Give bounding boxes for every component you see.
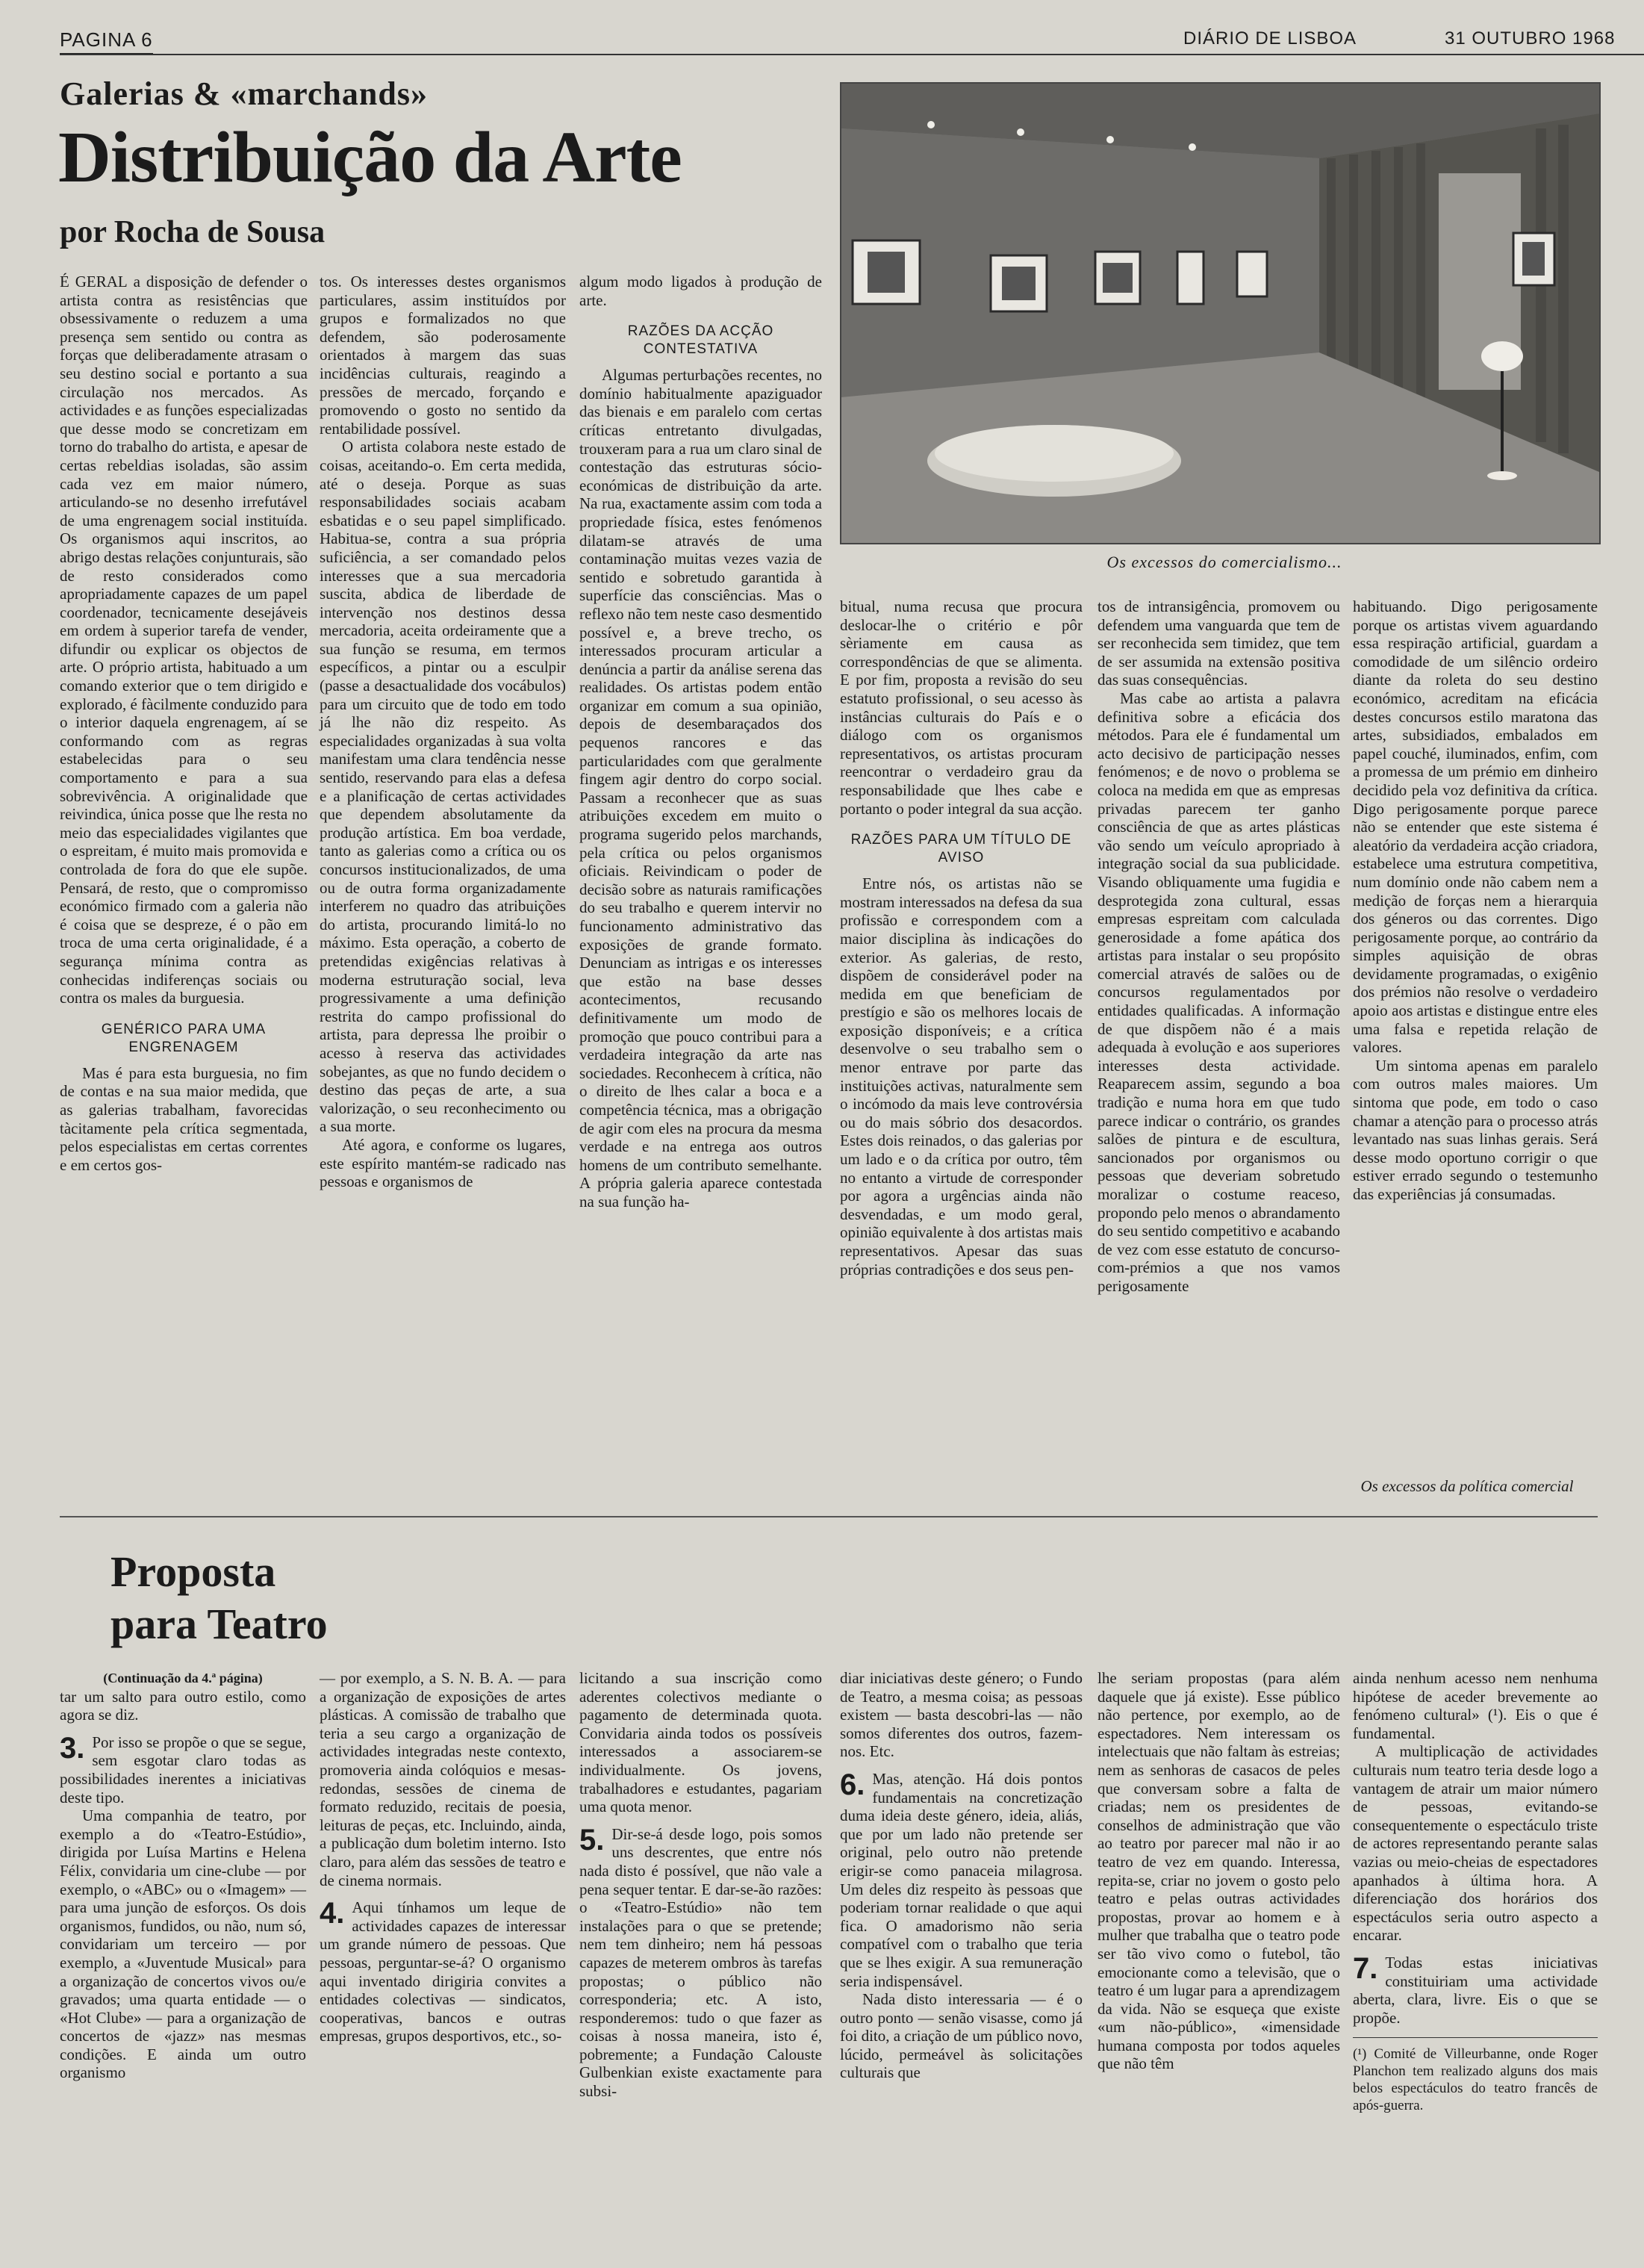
article-byline: por Rocha de Sousa — [60, 215, 326, 249]
section-subhead: RAZÕES PARA UM TÍTULO DE AVISO — [850, 832, 1072, 866]
paragraph: diar iniciativas deste género; o Fundo de Teatro, a mesma coisa; as pessoas existem — basta descobri-las — não somos diferentes dos outros, fazem-nos. Etc. — [840, 1669, 1083, 1761]
article2-title-line-2: para Teatro — [110, 1600, 328, 1648]
paragraph: Mas é para esta burguesia, no fim de contas e na sua maior medida, que as galerias trabalham, favorecidas tàcitamente pela crítica segmentada, pelos especialistas em certas correntes e em certos gos- — [60, 1063, 308, 1174]
article-divider — [60, 1516, 1598, 1517]
paragraph: Nada disto interessaria — é o outro ponto — senão visasse, como já foi dito, a criação de um público novo, lúcido, permeável às solicitações culturais que — [840, 1990, 1083, 2082]
article2-column-4 — [840, 1669, 1083, 2082]
paragraph-number: 7. — [1353, 1951, 1378, 1985]
article2-column-5 — [1097, 1669, 1340, 2073]
paragraph-text: Por isso se propõe o que se segue, sem esgotar claro todas as possibilidades inerentes a iniciativas deste tipo. — [60, 1733, 306, 1806]
paragraph: O artista colabora neste estado de coisas, aceitando-o. Em certa medida, até o deseja. Porque as suas responsabilidades sociais acabam esbatidas e o seu papel simplificado. Habitua-se, contra a sua própria suficiência, a ser comandado pelos interesses que a sua mercadoria suscita, abdica de liberdade de intervenção nos destinos dessa mercadoria, aceita ordeiramente que a sua função se resuma, em termos específicos, a pintar ou a esculpir (passe a desactualidade dos vocábulos) para um circuito que de todo em todo já lhe não diz respeito. As especialidades organizadas à sua volta manifestam uma clara tendência nesse sentido, reservando para elas a defesa e a planificação de certas actividades que dependem absolutamente da produção artística. Em boa verdade, tanto as galerias como a crítica ou os concursos institucionalizados, de uma ou de outra forma organizadamente interferem no quadro das atribuições do artista, procurando limitá-lo no máximo. Esta operação, a coberto de pretendidas exigências relativas à moderna estruturação social, leva progressivamente a uma definição restrita do campo profissional do artista, para depressa lhe proibir o acesso à reserva das actividades sobejantes, as que no fundo decidem o destino das peças de arte, a sua valorização, o seu reconhecimento ou a sua morte. — [320, 438, 566, 1136]
paragraph: A multiplicação de actividades culturais num teatro teria desde logo a vantagem de atrair um maior número de pessoas, evitando-se consequentemente o espectáculo triste de actores representando perante salas vazias ou meio-cheias de espectadores apanhados à última hora. A diferenciação dos horários dos espectáculos seria outro aspecto a encarar. — [1353, 1742, 1598, 1945]
page-number: PAGINA 6 — [60, 28, 153, 55]
article-headline: Distribuição da Arte — [58, 117, 682, 198]
article1-column-3 — [579, 273, 822, 1211]
paragraph-number: 3. — [60, 1731, 85, 1765]
paragraph-text: a disposição de defender o artista contra as resistências que obsessivamente o reduzem a uma presença sem sentido ou contra as forças que deliberadamente atrasam o seu destino social e portanto a sua circulação nos mercados. As actividades e as funções especializadas que desse modo se concretizam em torno do trabalho do artista, e apesar de certas rebeldias isoladas, são assim cada vez em maior número, articulando-se no desenho irrefutável de uma engrenagem social instituída. Os organismos aqui inscritos, ao abrigo destas relações conjunturais, são de resto considerados como apropriadamente capazes de um papel coordenador, tecnicamente desejáveis em ordem à superior tarefa de vender, difundir ou explicar os objectos de arte. O próprio artista, habituado a um comando exterior que o tem dirigido e explorado, é fàcilmente conduzido para o interior daquela engrenagem, aí se conformando com as regras estabelecidas para o seu comportamento e para a sua sobrevivência. A originalidade que reivindica, única posse que lhe resta no meio das especialidades vigilantes que o espreitam, é muito mais promovida e controlada de fora do que ele supõe. Pensará, de resto, que o compromisso económico firmado com a galeria não é coisa que se despreze, é o pão em troca de uma certa originalidade, é a segurança mínima contra as conhecidas indiferenças sociais ou contra os males da burguesia. — [60, 273, 308, 1007]
paragraph: Até agora, e conforme os lugares, este espírito mantém-se radicado nas pessoas e organismos de — [320, 1135, 566, 1191]
article1-column-5 — [1097, 597, 1340, 1296]
footnote: (¹) Comité de Villeurbanne, onde Roger Planchon tem realizado alguns dos mais belos espectáculos do teatro francês de após-guerra. — [1353, 2037, 1598, 2114]
article2-column-6 — [1353, 1669, 1598, 2114]
article1-column-6 — [1353, 597, 1598, 1204]
issue-date: 31 OUTUBRO 1968 — [1445, 28, 1616, 49]
paragraph-text: Aqui tínhamos um leque de actividades capazes de interessar um grande número de pessoas. Que pessoas, perguntar-se-á? O organismo aqui inventado dirigiria convites a entidades colectivas — sindicatos, cooperativas, bancos e outras empresas, grupos desportivos, etc., so- — [320, 1898, 566, 2045]
numbered-paragraph — [320, 1898, 566, 2045]
continuation-note: (Continuação da 4.ª página) — [103, 1671, 263, 1686]
article2-title — [110, 1546, 328, 1650]
photo-caption: Os excessos do comercialismo... — [1106, 553, 1342, 571]
page-header — [60, 28, 1644, 58]
paragraph: tos de intransigência, promovem ou defendem uma vanguarda que tem de ser reconhecida sem timidez, que tem de ser assumida na extensão positiva das suas consequências. — [1097, 597, 1340, 689]
section-subhead: RAZÕES DA ACÇÃO CONTESTATIVA — [627, 323, 774, 358]
article2-title-line-1: Proposta — [110, 1547, 276, 1596]
paragraph-number: 4. — [320, 1897, 345, 1930]
article1-column-2 — [320, 273, 566, 1191]
gallery-photo-illustration — [841, 84, 1599, 543]
numbered-paragraph — [579, 1825, 822, 2101]
publication-name: DIÁRIO DE LISBOA — [1183, 28, 1357, 49]
paragraph: Um sintoma apenas em paralelo com outros males maiores. Um sintoma que pode, em todo o caso chamar a atenção para o processo atrás levantado nas suas linhas gerais. Será desse modo oportuno corrigir o que estiver errado segundo o testemunho das experiências já consumadas. — [1353, 1056, 1598, 1203]
paragraph: tar um salto para outro estilo, como agora se diz. — [60, 1687, 306, 1724]
article2-column-3 — [579, 1669, 822, 2101]
paragraph — [60, 273, 308, 1007]
paragraph: ainda nenhum acesso nem nenhuma hipótese de aceder brevemente ao fenómeno cultural» (¹). Eis o que é fundamental. — [1353, 1669, 1598, 1742]
numbered-paragraph — [1353, 1951, 1598, 2027]
article2-column-2 — [320, 1669, 566, 2045]
paragraph: licitando a sua inscrição como aderentes colectivos mediante o pagamento de determinada quota. Convidaria ainda todos os possíveis interessados a associarem-se individualmente. Os jovens, trabalhadores e estudantes, pagariam uma quota menor. — [579, 1669, 822, 1816]
side-caption: Os excessos da política comercial — [1360, 1477, 1574, 1495]
gallery-photo — [840, 82, 1601, 544]
paragraph: Algumas perturbações recentes, no domínio habitualmente apaziguador das bienais e em paralelo com certas críticas entretanto divulgadas, trouxeram para a rua um claro sinal de contestação das estruturas sócio-económicas de distribuição da arte. Na rua, exactamente assim com toda a propriedade física, estes fenómenos dilatam-se através de uma contaminação muitas vezes vazia de sentido e sobretudo garantida à superfície das consciências. Mas o reflexo não tem neste caso desmentido possível e, a breve trecho, os interessados procuram articular a denúncia a partir da análise serena das realidades. Os artistas podem então organizar em comum a sua opinião, depois de desembaraçados dos pequenos rancores e das particularidades com que geralmente fingem agir dentro do corpo social. Passam a reconhecer que as suas atribuições excedem em muito o programa sugerido pelos marchands, pela crítica ou pelos organismos oficiais. Reivindicam o poder de decisão sobre as naturais ramificações do seu trabalho e querem intervir no funcionamento administrativo das exposições de grande formato. Denunciam as intrigas e os interesses que estão na base desses acontecimentos, recusando definitivamente um modo de promoção que pouco contribui para a verdadeira integração da arte nas sociedades. Reconhecem à crítica, não o direito de lhes calar a boca e a competência técnica, mas a obrigação de agir com eles na procura da mesma verdade e na entrega aos outros homens de um contributo semelhante. A própria galeria aparece contestada na sua função ha- — [579, 366, 822, 1211]
lead-words: É GERAL — [60, 273, 128, 291]
paragraph: lhe seriam propostas (para além daquele que já existe). Esse público não pertence, por exemplo, ao de espectadores. Nem interessam os intelectuais que não faltam às estreias; nem as senhoras de casacos de peles que conversam sobre a falta de criadas; nem os presidentes de conselhos de administração que vão ao teatro por parecer mal não ir ao teatro de vez em quando. Interessa, repita-se, criar no jovem o gosto pelo teatro e pelas outras actividades propostas, provar ao homem e à mulher que trabalha que o teatro pode ser tão vivo como o futebol, tão emocionante como a televisão, que o teatro é um lugar para a aprendizagem da vida. Não se esqueça que existe «um não-público», «imensidade humana composta por todos aqueles que não têm — [1097, 1669, 1340, 2073]
paragraph: habituando. Digo perigosamente porque os artistas vivem aguardando essa respiração artificial, guardam a comodidade de um silêncio ordeiro diante da roleta do seu destino económico, acreditam na eficácia destes concursos estilo maratona das artes, subsidiados, embalados em papel couché, iluminados, enfim, com a promessa de um prémio em dinheiro decidido pela voz definitiva da crítica. Digo perigosamente porque parece não se entender que este sistema é aleatório da verdadeira acção criadora, estabelece uma estrutura competitiva, num domínio onde não cabem nem a medição de forças nem a hierarquia dos géneros ou das correntes. Digo perigosamente porque, ao contrário da simples aquisição de obras devidamente programadas, o exigênio dos prémios não resolve o verdadeiro apoio aos artistas e distingue entre eles uma falsa e repetida relação de valores. — [1353, 597, 1598, 1057]
paragraph-text: Dir-se-á desde logo, pois somos uns descrentes, que entre nós nada disto é possível, que não vale a pena sequer tentar. E dar-se-ão razões: o «Teatro-Estúdio» não tem instalações para o que se pretende; nem tem dinheiro; nem há pessoas capazes de meterem ombros às tarefas propostas; o público não corresponderia; etc. A isto, responderemos: tudo o que fazer as coisas à nossa maneira, isto é, pobremente; a Fundação Calouste Gulbenkian existe exactamente para subsi- — [579, 1824, 822, 2101]
paragraph: Uma companhia de teatro, por exemplo a do «Teatro-Estúdio», dirigida por Luísa Martins e Helena Félix, convidaria um cine-clube — por exemplo, o «ABC» ou o «Imagem» — para uma junção de esforços. Os dois organismos, fundidos, ou não, num só, convidariam um terceiro — por exemplo, a «Juventude Musical» para a organização de concertos vivos ou/e gravados; uma quarta entidade — o «Hot Clube» — para a organização de concertos de «jazz» nas mesmas condições. E ainda um outro organismo — [60, 1806, 306, 2082]
paragraph: algum modo ligados à produção de arte. — [579, 273, 822, 309]
paragraph: bitual, numa recusa que procura deslocar-lhe o critério e pôr sèriamente em causa as correspondências de que se alimenta. E por fim, proposta a revisão do seu estatuto profissional, o seu acesso às instâncias culturais do País e o diálogo com os organismos representativos, os artistas procuram reencontrar o verdadeiro grau da responsabilidade que lhes cabe e portanto o poder integral da sua acção. — [840, 597, 1083, 818]
paragraph: — por exemplo, a S. N. B. A. — para a organização de exposições de artes plásticas. A comissão de trabalho que teria a seu cargo a organização de actividades integradas neste contexto, promoveria ainda colóquios e mesas-redondas, sessões de cinema de formato reduzido, recitais de poesia, leituras de peças, etc. Incluindo, ainda, a publicação dum boletim interno. Isto claro, para além das sessões de teatro e de cinema normais. — [320, 1669, 566, 1889]
article2-column-1 — [60, 1669, 306, 2082]
article1-column-1 — [60, 273, 308, 1174]
paragraph-text: Mas, atenção. Há dois pontos fundamentais na concretização duma ideia deste género, ideia, aliás, que por um lado não pretende ser original, pelo outro não pretende erigir-se como panaceia milagrosa. Um deles diz respeito às pessoas que poderiam tornar realidade o que aqui fica. O amadorismo não seria compatível com o trabalho que teria que se lhes exigir. A sua remuneração seria indispensável. — [840, 1769, 1083, 1990]
numbered-paragraph — [840, 1770, 1083, 1990]
paragraph-number: 5. — [579, 1823, 605, 1857]
paragraph-text: Todas estas iniciativas constituiriam uma actividade aberta, clara, livre. Eis o que se propõe. — [1353, 1953, 1598, 2027]
paragraph: Mas cabe ao artista a palavra definitiva sobre a eficácia dos métodos. Para ele é fundamental um acto decisivo de participação nesses fenómenos; e de novo o problema se coloca na medida em que as empresas privadas parecem ter ganho consciência de que as artes plásticas vão sendo um veículo apropriado à integração social da sua publicidade. Visando obliquamente uma fugidia e desprotegida zona cultural, essas empresas espreitam com calculada generosidade a fome apática dos artistas para instalar o seu propósito comercial através de salões ou de concursos regulamentados por entidades qualificadas. A informação de que dispõem não é a mais adequada à evolução e aos superiores interesses desta actividade. Reaparecem assim, segundo a boa tradição e numa hora em que tudo parece indicar o contrário, os grandes salões de pintura e de escultura, sancionados por organismos ou pessoas que deveriam sobretudo moralizar o costume reaceso, propondo pelo menos o abrandamento do seu sentido competitivo e acabando de vez com esse estatuto de concurso-com-prémios a que nos vamos perigosamente — [1097, 689, 1340, 1295]
paragraph: tos. Os interesses destes organismos particulares, assim instituídos por grupos e formalizados no que defendem, são poderosamente orientados à margem das suas incidências culturais, reagindo a pressões de mercado, forçando e promovendo o gosto no sentido da rentabilidade possível. — [320, 273, 566, 438]
article-kicker: Galerias & «marchands» — [60, 75, 428, 112]
paragraph-number: 6. — [840, 1768, 865, 1801]
header-rule — [60, 54, 1644, 55]
numbered-paragraph — [60, 1733, 306, 1806]
section-subhead: GENÉRICO PARA UMA ENGRENAGEM — [101, 1021, 267, 1055]
article1-column-4 — [840, 597, 1083, 1279]
paragraph: Entre nós, os artistas não se mostram interessados na defesa da sua profissão e correspondem com a maior disciplina às indicações do exterior. As galerias, de resto, dispõem de considerável poder na medida em que beneficiam de prestígio e são os melhores locais de exposição disponíveis; e a crítica desenvolve o seu trabalho sem o menor entrave por parte das instituições activas, naturalmente sem o incómodo da mais leve controvérsia ou do mais sóbrio dos desacordos. Estes dois reinados, o das galerias por um lado e o da crítica por outro, têm no entanto a virtude de corresponder por agora a urgências ainda não desvendadas, e um modo geral, opinião equivalente à dos artistas mais representativos. Apesar das suas próprias contradições e dos seus pen- — [840, 874, 1083, 1279]
